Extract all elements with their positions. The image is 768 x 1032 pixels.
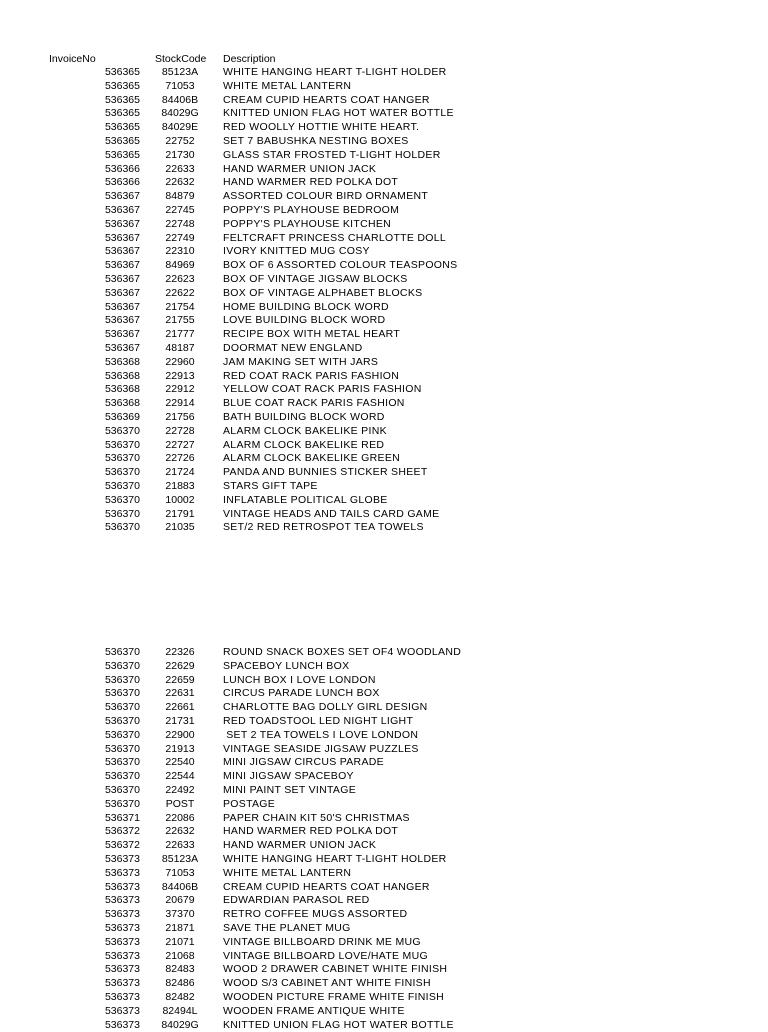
table-row <box>0 163 768 177</box>
description-cell: WOOD 2 DRAWER CABINET WHITE FINISH <box>223 963 448 976</box>
stock-code-cell: 22632 <box>165 825 195 838</box>
invoice-no-cell: 536365 <box>104 66 140 78</box>
description-cell: HAND WARMER RED POLKA DOT <box>223 176 399 189</box>
table-row <box>0 521 768 535</box>
stock-code-cell: 84879 <box>165 190 195 203</box>
stock-code-cell: 22492 <box>165 783 195 796</box>
description-cell: POPPY'S PLAYHOUSE BEDROOM <box>223 203 400 216</box>
table-row <box>0 107 768 121</box>
table-row <box>0 867 768 881</box>
invoice-no-cell: 536365 <box>104 107 140 120</box>
table-row <box>0 660 768 674</box>
description-cell: WOODEN FRAME ANTIQUE WHITE <box>223 1004 405 1017</box>
description-cell: PANDA AND BUNNIES STICKER SHEET <box>223 466 428 479</box>
table-row <box>0 687 768 701</box>
invoice-no-cell: 536369 <box>104 410 140 423</box>
table-row <box>0 922 768 936</box>
invoice-no-cell: 536373 <box>104 866 140 879</box>
invoice-no-cell: 536373 <box>104 977 140 990</box>
table-row <box>0 176 768 190</box>
invoice-no-cell: 536366 <box>104 176 140 189</box>
invoice-no-cell: 536373 <box>104 935 140 948</box>
description-cell: KNITTED UNION FLAG HOT WATER BOTTLE <box>223 1018 454 1031</box>
description-cell: POSTAGE <box>223 797 276 810</box>
invoice-no-cell: 536368 <box>104 397 140 410</box>
stock-code-cell: 21777 <box>165 328 195 341</box>
invoice-no-cell: 536366 <box>104 162 140 175</box>
stock-code-cell: 22623 <box>165 272 195 285</box>
description-cell: BOX OF 6 ASSORTED COLOUR TEASPOONS <box>223 259 458 272</box>
table-row <box>0 494 768 508</box>
description-cell: WHITE METAL LANTERN <box>223 79 352 92</box>
stock-code-cell: 22540 <box>165 756 195 769</box>
description-cell: RECIPE BOX WITH METAL HEART <box>223 328 401 341</box>
invoice-no-cell: 536370 <box>104 424 140 437</box>
invoice-no-cell: 536370 <box>104 479 140 492</box>
stock-code-cell: 22633 <box>165 162 195 175</box>
description-cell: STARS GIFT TAPE <box>223 479 318 492</box>
table-row <box>0 646 768 660</box>
stock-code-cell: 22661 <box>165 701 195 714</box>
invoice-no-cell: 536373 <box>104 963 140 976</box>
stock-code-cell: 37370 <box>165 908 195 921</box>
invoice-no-cell: 536367 <box>104 300 140 313</box>
stock-code-cell: 84969 <box>165 259 195 272</box>
description-cell: ALARM CLOCK BAKELIKE PINK <box>223 424 387 437</box>
invoice-no-cell: 536367 <box>104 286 140 299</box>
stock-code-cell: 21755 <box>165 314 195 327</box>
stock-code-cell: 22752 <box>165 134 195 147</box>
table-row <box>0 991 768 1005</box>
description-cell: SET 7 BABUSHKA NESTING BOXES <box>223 134 409 147</box>
invoice-no-cell: 536370 <box>104 659 140 672</box>
table-row <box>0 80 768 94</box>
stock-code-cell: 22900 <box>165 728 195 741</box>
invoice-rows-block-2 <box>0 646 768 1032</box>
table-row <box>0 452 768 466</box>
description-cell: RED COAT RACK PARIS FASHION <box>223 369 400 382</box>
stock-code-cell: 21883 <box>165 479 195 492</box>
stock-code-cell: 85123A <box>161 66 199 78</box>
table-row <box>0 94 768 108</box>
description-cell: WHITE METAL LANTERN <box>223 866 352 879</box>
description-cell: POPPY'S PLAYHOUSE KITCHEN <box>223 217 392 230</box>
stock-code-cell: 85123A <box>161 852 199 865</box>
stock-code-cell: 21871 <box>165 921 195 934</box>
header-stock-code: StockCode <box>155 53 207 65</box>
invoice-no-cell: 536370 <box>104 493 140 506</box>
table-row <box>0 370 768 384</box>
invoice-no-cell: 536373 <box>104 990 140 1003</box>
description-cell: VINTAGE SEASIDE JIGSAW PUZZLES <box>223 742 419 755</box>
stock-code-cell: 22745 <box>165 203 195 216</box>
invoice-no-cell: 536370 <box>104 438 140 451</box>
table-row <box>0 204 768 218</box>
table-row <box>0 466 768 480</box>
table-row <box>0 508 768 522</box>
table-row <box>0 756 768 770</box>
invoice-no-cell: 536367 <box>104 328 140 341</box>
header-invoice-no: InvoiceNo <box>49 53 96 65</box>
table-row <box>0 1019 768 1032</box>
stock-code-cell: 22631 <box>165 687 195 700</box>
table-row <box>0 770 768 784</box>
invoice-no-cell: 536368 <box>104 369 140 382</box>
table-row <box>0 853 768 867</box>
description-cell: VINTAGE HEADS AND TAILS CARD GAME <box>223 507 440 520</box>
table-row <box>0 121 768 135</box>
description-cell: INFLATABLE POLITICAL GLOBE <box>223 493 388 506</box>
invoice-no-cell: 536370 <box>104 714 140 727</box>
invoice-no-cell: 536370 <box>104 646 140 658</box>
stock-code-cell: 84029G <box>161 1018 199 1031</box>
table-row <box>0 977 768 991</box>
table-row <box>0 674 768 688</box>
invoice-no-cell: 536365 <box>104 121 140 134</box>
description-cell: LUNCH BOX I LOVE LONDON <box>223 673 376 686</box>
stock-code-cell: 22728 <box>165 424 195 437</box>
invoice-no-cell: 536370 <box>104 466 140 479</box>
table-row <box>0 950 768 964</box>
table-row <box>0 825 768 839</box>
invoice-no-cell: 536370 <box>104 687 140 700</box>
description-cell: ALARM CLOCK BAKELIKE GREEN <box>223 452 401 465</box>
description-cell: DOORMAT NEW ENGLAND <box>223 341 363 354</box>
stock-code-cell: 84406B <box>161 93 199 106</box>
description-cell: SPACEBOY LUNCH BOX <box>223 659 350 672</box>
table-row <box>0 342 768 356</box>
table-row <box>0 259 768 273</box>
table-row <box>0 480 768 494</box>
stock-code-cell: 21756 <box>165 410 195 423</box>
invoice-no-cell: 536367 <box>104 341 140 354</box>
header-description: Description <box>223 53 276 65</box>
invoice-no-cell: 536372 <box>104 839 140 852</box>
stock-code-cell: 22622 <box>165 286 195 299</box>
description-cell: ALARM CLOCK BAKELIKE RED <box>223 438 385 451</box>
invoice-no-cell: 536365 <box>104 148 140 161</box>
stock-code-cell: 22912 <box>165 383 195 396</box>
description-cell: BOX OF VINTAGE JIGSAW BLOCKS <box>223 272 408 285</box>
table-row <box>0 232 768 246</box>
invoice-no-cell: 536365 <box>104 93 140 106</box>
description-cell: FELTCRAFT PRINCESS CHARLOTTE DOLL <box>223 231 447 244</box>
description-cell: WHITE HANGING HEART T-LIGHT HOLDER <box>223 66 447 78</box>
stock-code-cell: 48187 <box>165 341 195 354</box>
stock-code-cell: 71053 <box>165 79 195 92</box>
description-cell: PAPER CHAIN KIT 50'S CHRISTMAS <box>223 811 410 824</box>
description-cell: BLUE COAT RACK PARIS FASHION <box>223 397 405 410</box>
table-row <box>0 328 768 342</box>
stock-code-cell: 22727 <box>165 438 195 451</box>
description-cell: HAND WARMER RED POLKA DOT <box>223 825 399 838</box>
table-row <box>0 66 768 80</box>
stock-code-cell: 22749 <box>165 231 195 244</box>
invoice-no-cell: 536373 <box>104 852 140 865</box>
invoice-no-cell: 536370 <box>104 756 140 769</box>
invoice-no-cell: 536367 <box>104 190 140 203</box>
description-cell: MINI JIGSAW CIRCUS PARADE <box>223 756 384 769</box>
table-row <box>0 287 768 301</box>
table-row <box>0 729 768 743</box>
stock-code-cell: 22960 <box>165 355 195 368</box>
description-cell: CHARLOTTE BAG DOLLY GIRL DESIGN <box>223 701 428 714</box>
table-row <box>0 356 768 370</box>
description-cell: SAVE THE PLANET MUG <box>223 921 351 934</box>
table-row <box>0 936 768 950</box>
table-row <box>0 881 768 895</box>
description-cell: VINTAGE BILLBOARD LOVE/HATE MUG <box>223 949 428 962</box>
invoice-no-cell: 536373 <box>104 908 140 921</box>
invoice-no-cell: 536370 <box>104 797 140 810</box>
table-row <box>0 1005 768 1019</box>
invoice-no-cell: 536367 <box>104 203 140 216</box>
description-cell: RED WOOLLY HOTTIE WHITE HEART. <box>223 121 420 134</box>
description-cell: HOME BUILDING BLOCK WORD <box>223 300 389 313</box>
table-row <box>0 411 768 425</box>
description-cell: JAM MAKING SET WITH JARS <box>223 355 379 368</box>
description-cell: GLASS STAR FROSTED T-LIGHT HOLDER <box>223 148 441 161</box>
table-row <box>0 743 768 757</box>
table-row <box>0 383 768 397</box>
table-row <box>0 812 768 826</box>
stock-code-cell: 22659 <box>165 673 195 686</box>
description-cell: HAND WARMER UNION JACK <box>223 162 377 175</box>
table-row <box>0 218 768 232</box>
invoice-no-cell: 536368 <box>104 355 140 368</box>
stock-code-cell: 84406B <box>161 880 199 893</box>
invoice-no-cell: 536370 <box>104 783 140 796</box>
table-row <box>0 894 768 908</box>
stock-code-cell: 22726 <box>165 452 195 465</box>
description-cell: HAND WARMER UNION JACK <box>223 839 377 852</box>
table-row <box>0 963 768 977</box>
table-row <box>0 425 768 439</box>
stock-code-cell: 21754 <box>165 300 195 313</box>
table-row <box>0 784 768 798</box>
description-cell: MINI PAINT SET VINTAGE <box>223 783 357 796</box>
stock-code-cell: 84029E <box>161 121 199 134</box>
table-row <box>0 135 768 149</box>
invoice-no-cell: 536370 <box>104 673 140 686</box>
stock-code-cell: 21730 <box>165 148 195 161</box>
invoice-no-cell: 536367 <box>104 259 140 272</box>
description-cell: CREAM CUPID HEARTS COAT HANGER <box>223 880 430 893</box>
invoice-no-cell: 536367 <box>104 217 140 230</box>
description-cell: YELLOW COAT RACK PARIS FASHION <box>223 383 422 396</box>
invoice-no-cell: 536370 <box>104 452 140 465</box>
description-cell: ROUND SNACK BOXES SET OF4 WOODLAND <box>223 646 462 658</box>
invoice-no-cell: 536370 <box>104 742 140 755</box>
stock-code-cell: 82482 <box>165 990 195 1003</box>
description-cell: EDWARDIAN PARASOL RED <box>223 894 370 907</box>
table-row <box>0 273 768 287</box>
invoice-no-cell: 536365 <box>104 79 140 92</box>
description-cell: IVORY KNITTED MUG COSY <box>223 245 370 258</box>
invoice-no-cell: 536367 <box>104 314 140 327</box>
stock-code-cell: 20679 <box>165 894 195 907</box>
invoice-no-cell: 536370 <box>104 521 140 534</box>
stock-code-cell: 21791 <box>165 507 195 520</box>
description-cell: SET 2 TEA TOWELS I LOVE LONDON <box>223 728 419 741</box>
table-row <box>0 908 768 922</box>
stock-code-cell: 71053 <box>165 866 195 879</box>
stock-code-cell: 21068 <box>165 949 195 962</box>
invoice-no-cell: 536370 <box>104 507 140 520</box>
invoice-no-cell: 536370 <box>104 770 140 783</box>
invoice-no-cell: 536372 <box>104 825 140 838</box>
table-row <box>0 149 768 163</box>
stock-code-cell: 21913 <box>165 742 195 755</box>
description-cell: WOOD S/3 CABINET ANT WHITE FINISH <box>223 977 431 990</box>
stock-code-cell: 10002 <box>165 493 195 506</box>
invoice-no-cell: 536368 <box>104 383 140 396</box>
table-row <box>0 314 768 328</box>
stock-code-cell: 22914 <box>165 397 195 410</box>
stock-code-cell: 21724 <box>165 466 195 479</box>
table-row <box>0 839 768 853</box>
table-row <box>0 245 768 259</box>
stock-code-cell: 22748 <box>165 217 195 230</box>
description-cell: WHITE HANGING HEART T-LIGHT HOLDER <box>223 852 447 865</box>
description-cell: CREAM CUPID HEARTS COAT HANGER <box>223 93 430 106</box>
invoice-no-cell: 536371 <box>104 811 140 824</box>
stock-code-cell: 82483 <box>165 963 195 976</box>
stock-code-cell: 22632 <box>165 176 195 189</box>
description-cell: BOX OF VINTAGE ALPHABET BLOCKS <box>223 286 423 299</box>
invoice-no-cell: 536373 <box>104 1018 140 1031</box>
table-row <box>0 715 768 729</box>
invoice-no-cell: 536367 <box>104 272 140 285</box>
description-cell: BATH BUILDING BLOCK WORD <box>223 410 385 423</box>
description-cell: ASSORTED COLOUR BIRD ORNAMENT <box>223 190 429 203</box>
description-cell: KNITTED UNION FLAG HOT WATER BOTTLE <box>223 107 454 120</box>
table-row <box>0 301 768 315</box>
invoice-no-cell: 536373 <box>104 949 140 962</box>
stock-code-cell: 82494L <box>162 1004 198 1017</box>
stock-code-cell: 82486 <box>165 977 195 990</box>
description-cell: RETRO COFFEE MUGS ASSORTED <box>223 908 408 921</box>
stock-code-cell: 21071 <box>165 935 195 948</box>
stock-code-cell: 21731 <box>165 714 195 727</box>
stock-code-cell: POST <box>165 797 195 810</box>
description-cell: RED TOADSTOOL LED NIGHT LIGHT <box>223 714 414 727</box>
description-cell: MINI JIGSAW SPACEBOY <box>223 770 354 783</box>
invoice-no-cell: 536370 <box>104 701 140 714</box>
invoice-no-cell: 536373 <box>104 921 140 934</box>
stock-code-cell: 22310 <box>165 245 195 258</box>
stock-code-cell: 22629 <box>165 659 195 672</box>
invoice-rows-block-1 <box>0 66 768 535</box>
stock-code-cell: 22913 <box>165 369 195 382</box>
invoice-no-cell: 536367 <box>104 245 140 258</box>
table-row <box>0 798 768 812</box>
invoice-no-cell: 536373 <box>104 1004 140 1017</box>
stock-code-cell: 22633 <box>165 839 195 852</box>
stock-code-cell: 22544 <box>165 770 195 783</box>
table-row <box>0 190 768 204</box>
table-row <box>0 701 768 715</box>
table-row <box>0 397 768 411</box>
description-cell: WOODEN PICTURE FRAME WHITE FINISH <box>223 990 445 1003</box>
description-cell: CIRCUS PARADE LUNCH BOX <box>223 687 380 700</box>
stock-code-cell: 21035 <box>165 521 195 534</box>
invoice-no-cell: 536373 <box>104 880 140 893</box>
column-header-row <box>0 52 768 66</box>
stock-code-cell: 22086 <box>165 811 195 824</box>
description-cell: LOVE BUILDING BLOCK WORD <box>223 314 386 327</box>
invoice-no-cell: 536367 <box>104 231 140 244</box>
stock-code-cell: 22326 <box>165 646 195 658</box>
invoice-no-cell: 536365 <box>104 134 140 147</box>
invoice-no-cell: 536370 <box>104 728 140 741</box>
invoice-no-cell: 536373 <box>104 894 140 907</box>
description-cell: SET/2 RED RETROSPOT TEA TOWELS <box>223 521 424 534</box>
table-row <box>0 439 768 453</box>
stock-code-cell: 84029G <box>161 107 199 120</box>
description-cell: VINTAGE BILLBOARD DRINK ME MUG <box>223 935 421 948</box>
